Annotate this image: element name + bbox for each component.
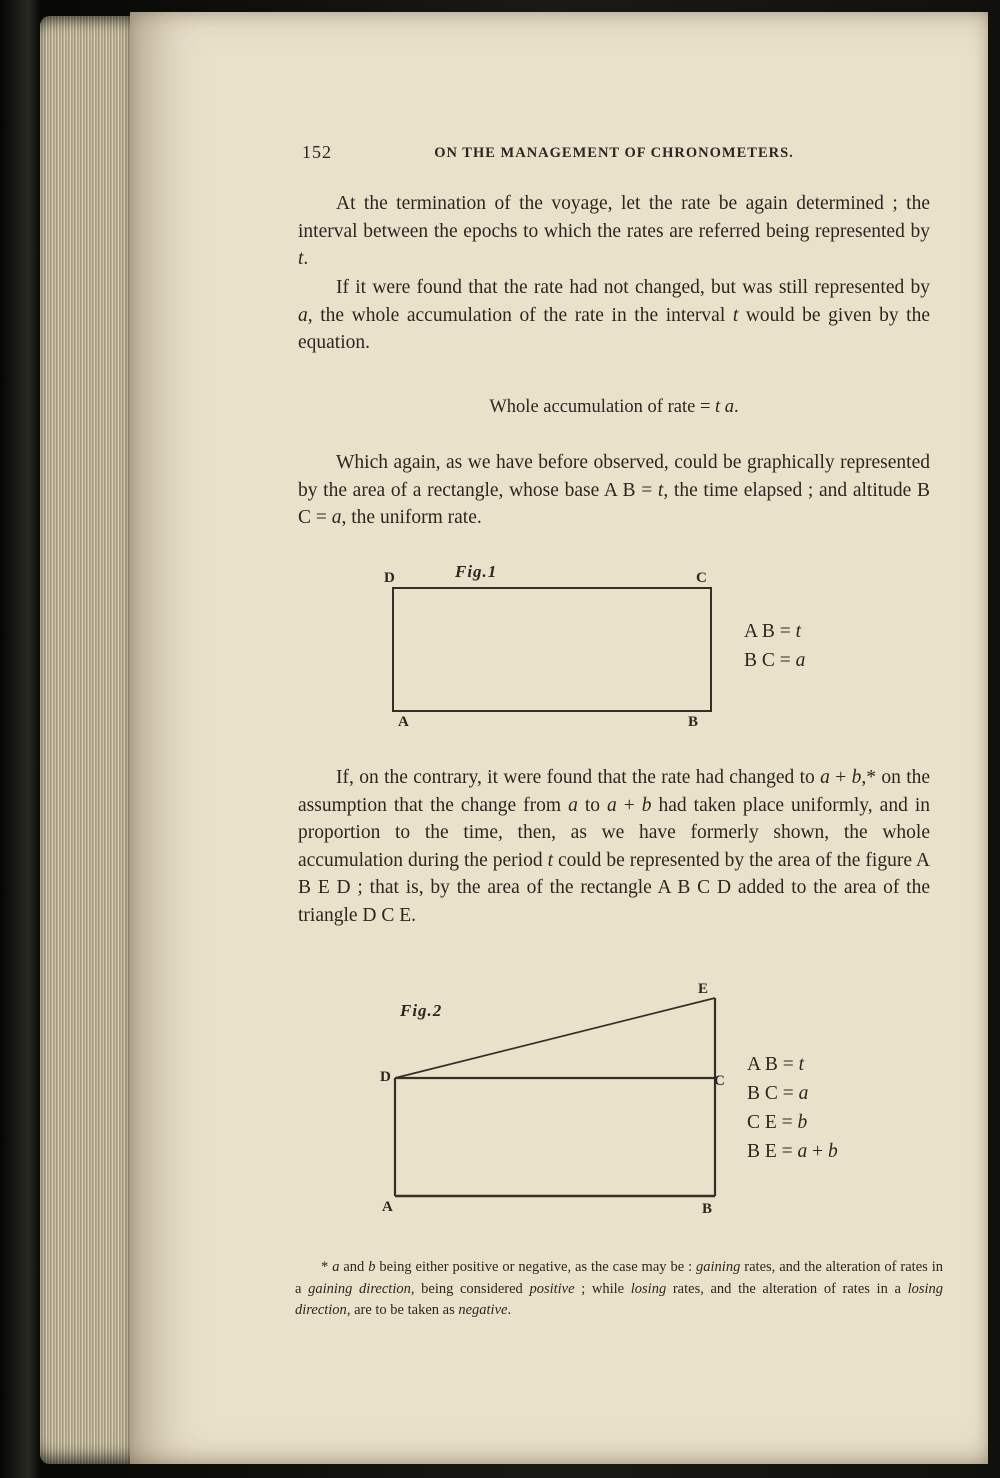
paragraph-rate-changed: If, on the contrary, it were found that the rate had changed to a + b,* on the assumption that the change from a to a + b had taken place uniformly, and in proportion to the time, then, as we have formerly shown, the whole accumulation during the period t could be represented by the area of the figure A B E D ; that is, by the area of the rectangle A B C D added to the area of the triangle D C E. <box>298 767 931 926</box>
figure-1-caption: Fig.1 <box>455 562 498 581</box>
figure-1 <box>380 562 750 742</box>
figure-2-eq-be: B E = a + b <box>747 1141 838 1162</box>
figure-1-equations <box>744 617 805 675</box>
figure-2-label-c: C <box>714 1073 726 1089</box>
figure-2-eq-ce: C E = b <box>747 1112 808 1133</box>
paragraph-rectangle-area: Which again, as we have before observed, could be graphically represented by the area of a rectangle, whose base A B = t, the time elapsed ; and altitude B C = a, the uniform rate. <box>298 452 931 528</box>
figure-1-label-b: B <box>688 714 699 730</box>
figure-2-label-e: E <box>698 981 709 997</box>
book-spine <box>0 0 40 1478</box>
figure-2-equations <box>747 1050 838 1166</box>
figure-2 <box>380 981 760 1235</box>
footnote: * a and b being either positive or negative, as the case may be : gaining rates, and the alteration of rates in a gaining direction, being considered positive ; while losing rates, and the alteration of rates in a losing direction, are to be taken as negative. <box>295 1259 944 1318</box>
figure-2-caption: Fig.2 <box>400 1001 443 1020</box>
figure-2-eq-ab: A B = t <box>747 1054 805 1075</box>
figure-1-rectangle <box>392 587 712 712</box>
figure-1-label-c: C <box>696 570 708 586</box>
page-number: 152 <box>302 142 332 162</box>
figure-2-eq-bc: B C = a <box>747 1083 809 1104</box>
running-header: ON THE MANAGEMENT OF CHRONOMETERS. <box>434 145 794 161</box>
equation-whole-accumulation: Whole accumulation of rate = t a. <box>489 397 739 417</box>
figure-2-diagram <box>388 990 722 1202</box>
figure-2-label-d: D <box>380 1069 392 1085</box>
book-page <box>130 12 988 1464</box>
paragraph-rate-unchanged: If it were found that the rate had not changed, but was still represented by a, the whole accumulation of the rate in the interval t would be given by the equation. <box>298 277 930 353</box>
figure-2-label-b: B <box>702 1201 713 1217</box>
page-edge-stack <box>40 16 130 1464</box>
figure-1-eq-bc: B C = a <box>744 650 806 671</box>
paragraph-termination: At the termination of the voyage, let the rate be again determined ; the interval between the epochs to which the rates are referred being represented by t. <box>298 193 930 269</box>
figure-2-label-a: A <box>382 1199 394 1215</box>
figure-1-label-a: A <box>398 714 410 730</box>
figure-1-label-d: D <box>384 570 396 586</box>
figure-1-eq-ab: A B = t <box>744 621 802 642</box>
